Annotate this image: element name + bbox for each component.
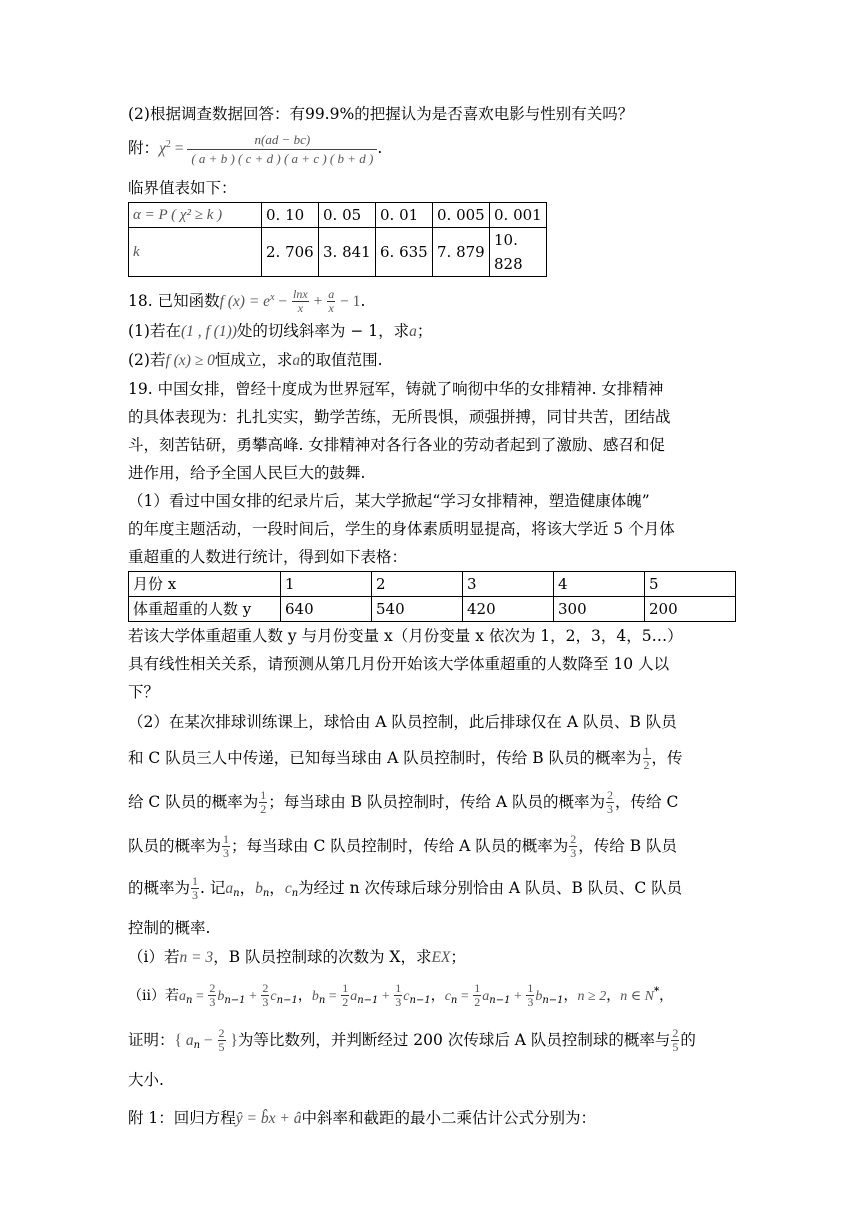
q19-intro-1: 19. 中国女排，曾经十度成为世界冠军，铸就了响彻中华的女排精神. 女排精神 xyxy=(128,379,664,398)
q19-sub-i: （i）若n = 3，B 队员控制球的次数为 X，求EX； xyxy=(128,947,466,966)
table-row: 体重超重的人数 y 640 540 420 300 200 xyxy=(129,596,736,621)
q19-part2-2: 和 C 队员三人中传递，已知每当球由 A 队员控制时，传给 B 队员的概率为 $\frac{1}{2}$ ，传 xyxy=(128,744,683,772)
q19-part1-1: （1）看过中国女排的纪录片后，某大学掀起“学习女排精神，塑造健康体魄” xyxy=(128,491,650,510)
q19-intro-3: 斗，刻苦钻研，勇攀高峰. 女排精神对各行各业的劳动者起到了激励、感召和促 xyxy=(128,435,665,454)
q19-intro-4: 进作用，给予全国人民巨大的鼓舞. xyxy=(128,463,366,482)
q19-after-table-1: 若该大学体重超重人数 y 与月份变量 x（月份变量 x 依次为 1，2，3，4，5…） xyxy=(128,626,683,645)
overweight-table xyxy=(128,571,736,622)
critical-value-table xyxy=(128,202,547,277)
q18-part2: (2)若f (x) ≥ 0恒成立，求a的取值范围. xyxy=(128,350,383,369)
q19-part2-5: 的概率为 $\frac{1}{3}$ . 记$a_n$，$b_n$，$c_n$为经过 n 次传球后球分别恰由 A 队员、B 队员、C 队员 xyxy=(128,874,683,902)
chi-square-formula: 附：$\chi^2$ = $\frac{n(ad - bc)}{( a + b ) ( c + d ) ( a + c ) ( b + d )}$ . xyxy=(128,131,383,166)
q19-part2-6: 控制的概率. xyxy=(128,918,211,937)
table-row: k 2. 706 3. 841 6. 635 7. 879 10. 828 xyxy=(129,227,547,276)
q18-part1: (1)若在(1 , f (1))处的切线斜率为 − 1，求a； xyxy=(128,321,433,340)
table-row: 月份 x 1 2 3 4 5 xyxy=(129,571,736,596)
q19-sub-ii: （ii）若$a_n$ = $\frac{2}{3}$ $b_{n-1}$ + $\frac{2}{3}$ $c_{n-1}$，$b_n$ = $\frac{1}{2}$ $a_{n-1}$ + $\frac{1}{3}$ $c_{n-1}$，$c_n$ = $\frac{1}{2}$ $a_{n-1}$ + $\frac{1}{3}$ $b_{n-1}$，n ≥ 2，n ∈ N*， xyxy=(128,981,674,1009)
q19-proof-end: 大小. xyxy=(128,1070,164,1089)
q19-intro-2: 的具体表现为：扎扎实实，勤学苦练，无所畏惧，顽强拼搏，同甘共苦，团结战 xyxy=(128,407,671,426)
critical-table-title: 临界值表如下： xyxy=(128,178,237,197)
chi-square-fraction: $\frac{n(ad - bc)}{( a + b ) ( c + d ) ( a + c ) ( b + d )}$ xyxy=(187,131,377,168)
document-page xyxy=(128,100,752,1133)
q19-part2-3: 给 C 队员的概率为 $\frac{1}{2}$ ；每当球由 B 队员控制时，传给 A 队员的概率为 $\frac{2}{3}$ ，传给 C xyxy=(128,788,679,816)
q19-after-table-3: 下？ xyxy=(128,682,160,701)
q19-part1-3: 重超重的人数进行统计，得到如下表格： xyxy=(128,547,408,566)
q19-part2-4: 队员的概率为 $\frac{1}{3}$ ；每当球由 C 队员控制时，传给 A 队员的概率为 $\frac{2}{3}$ ，传给 B 队员 xyxy=(128,832,678,860)
q19-after-table-2: 具有线性相关关系，请预测从第几月份开始该大学体重超重的人数降至 10 人以 xyxy=(128,654,670,673)
q18-head: 18. 已知函数f $(x) = e^x$ − $\frac{\ln x}{x}$ + $\frac{a}{x}$ − 1. xyxy=(128,287,366,315)
q19-proof: 证明：{ $a_n$ − $\frac{2}{5}$ }为等比数列，并判断经过 200 次传球后 A 队员控制球的概率与 $\frac{2}{5}$ 的 xyxy=(128,1026,696,1054)
q19-part2-1: （2）在某次排球训练课上，球恰由 A 队员控制，此后排球仅在 A 队员、B 队员 xyxy=(128,712,677,731)
q19-part1-2: 的年度主题活动，一段时间后，学生的身体素质明显提高，将该大学近 5 个月体 xyxy=(128,519,675,538)
table-row: α = P ( χ² ≥ k ) 0. 10 0. 05 0. 01 0. 005 0. 001 xyxy=(129,202,547,227)
q17-part2: (2)根据调查数据回答：有99.9%的把握认为是否喜欢电影与性别有关吗？ xyxy=(128,105,634,123)
appendix-1: 附 1：回归方程ŷ = b̂x + â中斜率和截距的最小二乘估计公式分别为： xyxy=(128,1108,596,1127)
